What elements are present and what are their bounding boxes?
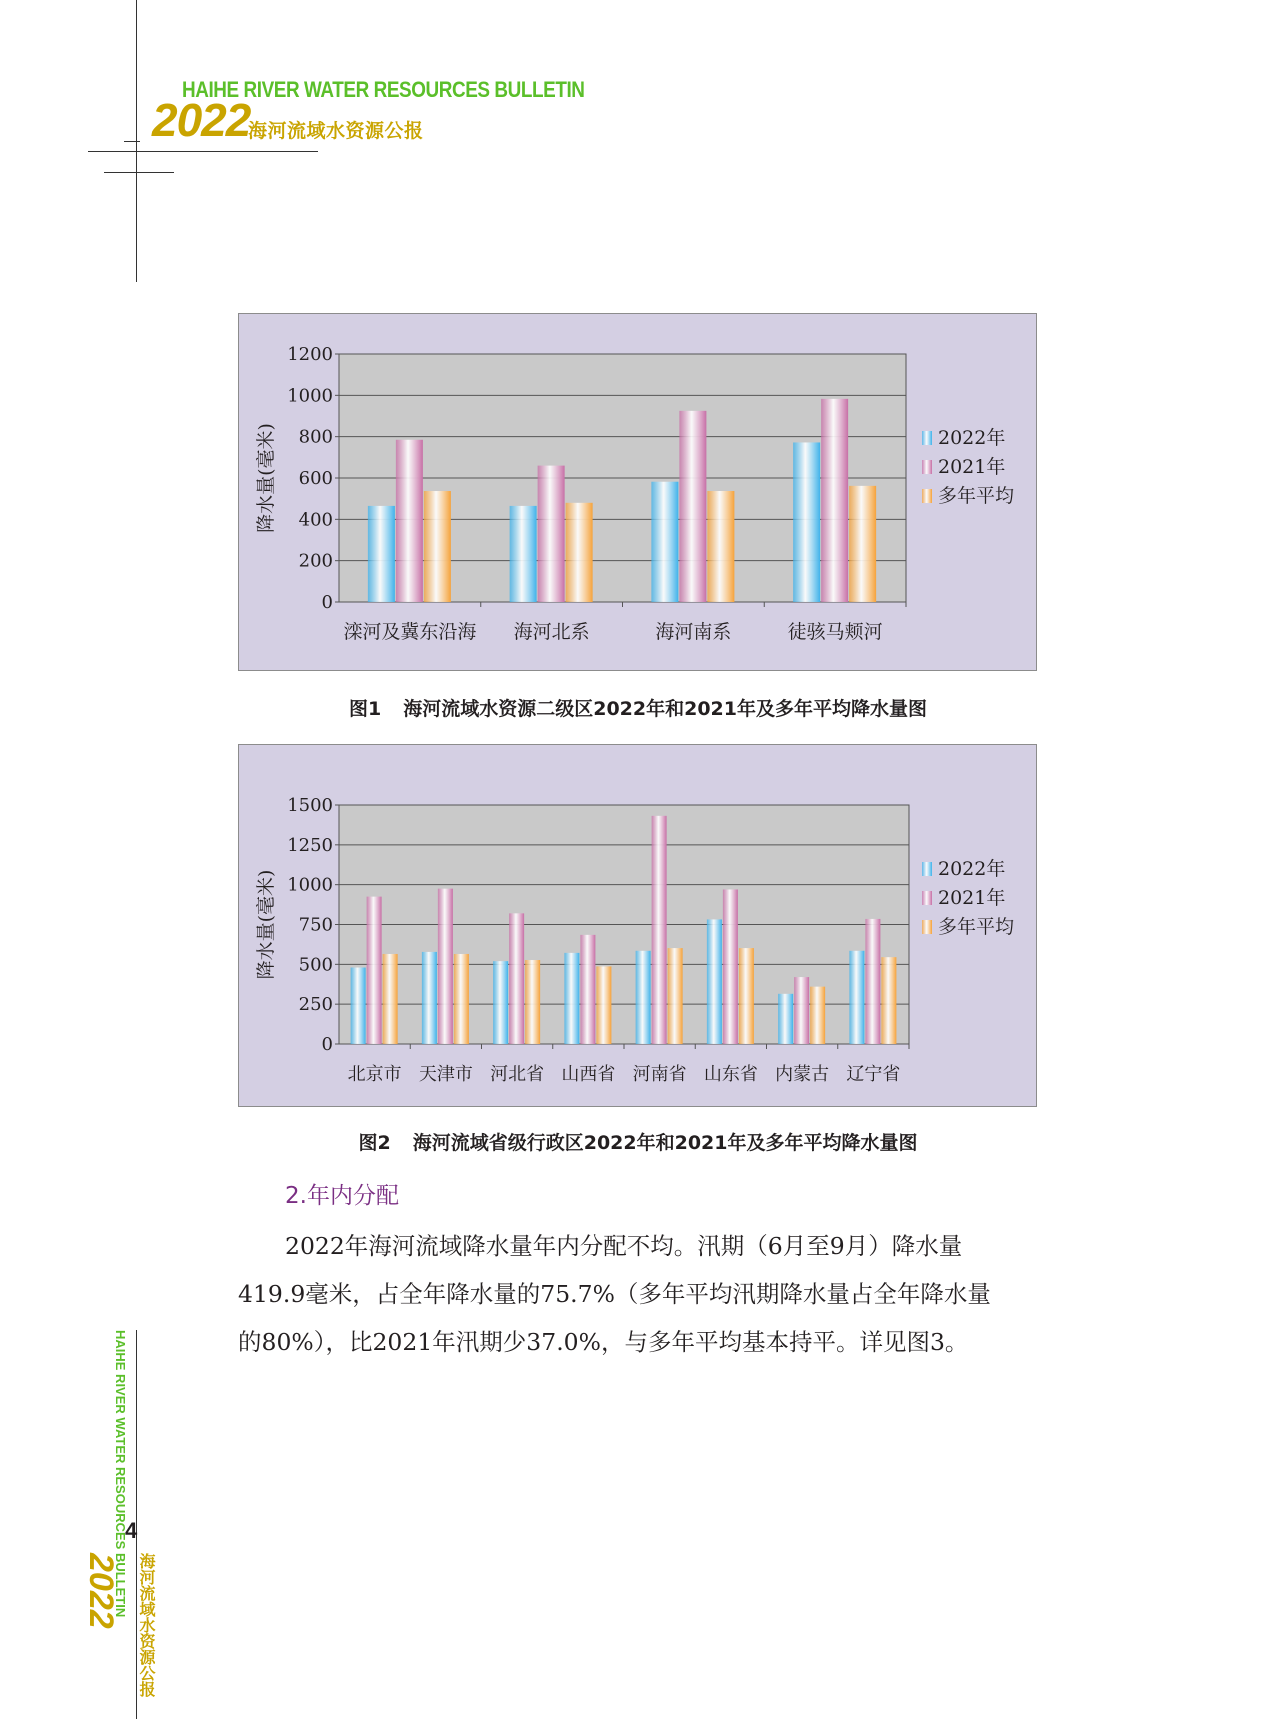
bar-多年平均-海河南系 — [707, 491, 734, 602]
bar-2022年-内蒙古 — [778, 994, 793, 1044]
header-chinese-title: 海河流域水资源公报 — [248, 120, 424, 142]
figure2-caption-number: 图2 — [358, 1132, 391, 1154]
bar-多年平均-河南省 — [668, 948, 683, 1044]
y-tick-label: 800 — [298, 426, 333, 448]
figure2-chart — [239, 745, 1036, 1106]
header-english-title: HAIHE RIVER WATER RESOURCES BULLETIN — [182, 77, 585, 102]
header-year: 2022 — [152, 94, 251, 146]
bar-2021年-辽宁省 — [865, 919, 880, 1044]
bar-2022年-徒骇马颊河 — [793, 442, 820, 602]
x-tick-label: 滦河及冀东沿海 — [343, 621, 477, 643]
bar-2022年-河北省 — [493, 961, 508, 1044]
y-tick-label: 400 — [298, 509, 333, 531]
y-tick-label: 500 — [298, 954, 333, 976]
bar-2022年-海河北系 — [510, 506, 537, 602]
bar-2022年-天津市 — [422, 952, 437, 1044]
x-tick-label: 海河北系 — [513, 621, 590, 643]
bar-2022年-滦河及冀东沿海 — [368, 506, 395, 602]
legend-label: 2021年 — [938, 456, 1006, 478]
figure1-caption-text: 海河流域水资源二级区2022年和2021年及多年平均降水量图 — [403, 698, 927, 720]
x-tick-label: 天津市 — [418, 1064, 473, 1085]
x-tick-label: 山东省 — [703, 1064, 758, 1085]
figure2-caption — [0, 1128, 1276, 1155]
legend-label: 2022年 — [938, 858, 1006, 880]
x-tick-label: 徒骇马颊河 — [787, 621, 883, 643]
y-tick-label: 1200 — [287, 344, 333, 365]
paragraph-line-2: 419.9毫米，占全年降水量的75.7%（多年平均汛期降水量占全年降水量 — [238, 1280, 991, 1308]
side-year: 2022 — [82, 1553, 120, 1629]
legend-swatch — [922, 460, 932, 474]
bar-2021年-内蒙古 — [794, 977, 809, 1044]
x-tick-label: 北京市 — [347, 1064, 402, 1085]
x-tick-label: 河南省 — [632, 1064, 687, 1085]
bar-2022年-海河南系 — [651, 482, 678, 602]
bar-多年平均-山东省 — [739, 948, 754, 1044]
y-tick-label: 1000 — [287, 874, 333, 896]
bar-2022年-北京市 — [351, 968, 366, 1044]
bar-2021年-滦河及冀东沿海 — [396, 440, 423, 602]
legend-swatch — [922, 431, 932, 445]
y-tick-label: 750 — [298, 914, 333, 936]
legend-swatch — [922, 862, 932, 876]
legend-label: 2021年 — [938, 887, 1006, 909]
y-tick-label: 0 — [321, 592, 333, 613]
crop-mark-horizontal-short — [104, 172, 174, 173]
y-tick-label: 0 — [321, 1034, 333, 1055]
y-axis-label: 降水量(毫米) — [255, 869, 277, 980]
y-tick-label: 1500 — [287, 795, 333, 816]
crop-mark-tick — [124, 141, 140, 142]
section-paragraph — [238, 1222, 1038, 1366]
bar-2022年-河南省 — [636, 951, 651, 1044]
x-tick-label: 海河南系 — [655, 621, 732, 643]
side-english-title: HAIHE RIVER WATER RESOURCES BULLETIN — [113, 1330, 128, 1618]
bar-多年平均-河北省 — [525, 960, 540, 1044]
x-tick-label: 河北省 — [490, 1064, 545, 1085]
paragraph-line-3: 的80%），比2021年汛期少37.0%，与多年平均基本持平。详见图3。 — [238, 1328, 969, 1356]
figure1-chart — [239, 314, 1036, 670]
figure1-caption — [0, 694, 1276, 721]
legend-swatch — [922, 891, 932, 905]
figure2-caption-text: 海河流域省级行政区2022年和2021年及多年平均降水量图 — [412, 1132, 918, 1154]
legend-swatch — [922, 489, 932, 503]
y-tick-label: 1250 — [287, 834, 333, 856]
bar-2021年-徒骇马颊河 — [821, 399, 848, 602]
figure2-panel — [238, 744, 1037, 1107]
figure1-caption-number: 图1 — [349, 698, 382, 720]
side-chinese-title: 海河流域水资源公报 — [137, 1553, 156, 1697]
legend-swatch — [922, 920, 932, 934]
y-tick-label: 200 — [298, 550, 333, 572]
bar-2021年-天津市 — [438, 889, 453, 1044]
bar-多年平均-北京市 — [383, 954, 398, 1044]
bar-多年平均-山西省 — [596, 966, 611, 1044]
bar-2022年-山东省 — [707, 919, 722, 1044]
y-axis-label: 降水量(毫米) — [255, 423, 277, 533]
figure1-panel — [238, 313, 1037, 671]
bar-2022年-山西省 — [564, 953, 579, 1044]
bar-多年平均-辽宁省 — [881, 957, 896, 1044]
bar-2021年-山东省 — [723, 889, 738, 1044]
legend-label: 多年平均 — [938, 916, 1015, 938]
bar-多年平均-徒骇马颊河 — [849, 486, 876, 602]
x-tick-label: 内蒙古 — [775, 1064, 830, 1085]
section-heading: 2.年内分配 — [285, 1183, 399, 1209]
x-tick-label: 辽宁省 — [846, 1064, 901, 1085]
paragraph-line-1: 2022年海河流域降水量年内分配不均。汛期（6月至9月）降水量 — [285, 1232, 963, 1260]
legend-label: 多年平均 — [938, 485, 1015, 507]
bar-2021年-北京市 — [367, 897, 382, 1044]
bar-多年平均-天津市 — [454, 954, 469, 1044]
bar-2021年-海河北系 — [538, 466, 565, 602]
bar-2021年-海河南系 — [679, 411, 706, 602]
bar-多年平均-滦河及冀东沿海 — [424, 491, 451, 602]
bar-2021年-山西省 — [580, 935, 595, 1044]
legend-label: 2022年 — [938, 427, 1006, 449]
y-tick-label: 600 — [298, 468, 333, 489]
y-tick-label: 250 — [298, 994, 333, 1016]
bar-2022年-辽宁省 — [849, 951, 864, 1044]
bar-多年平均-内蒙古 — [810, 987, 825, 1044]
x-tick-label: 山西省 — [561, 1064, 616, 1085]
page-number: 4 — [125, 1518, 138, 1543]
y-tick-label: 1000 — [287, 385, 333, 407]
crop-mark-horizontal-long — [88, 151, 318, 152]
bar-2021年-河北省 — [509, 913, 524, 1044]
bar-多年平均-海河北系 — [566, 503, 593, 602]
bar-2021年-河南省 — [652, 816, 667, 1044]
